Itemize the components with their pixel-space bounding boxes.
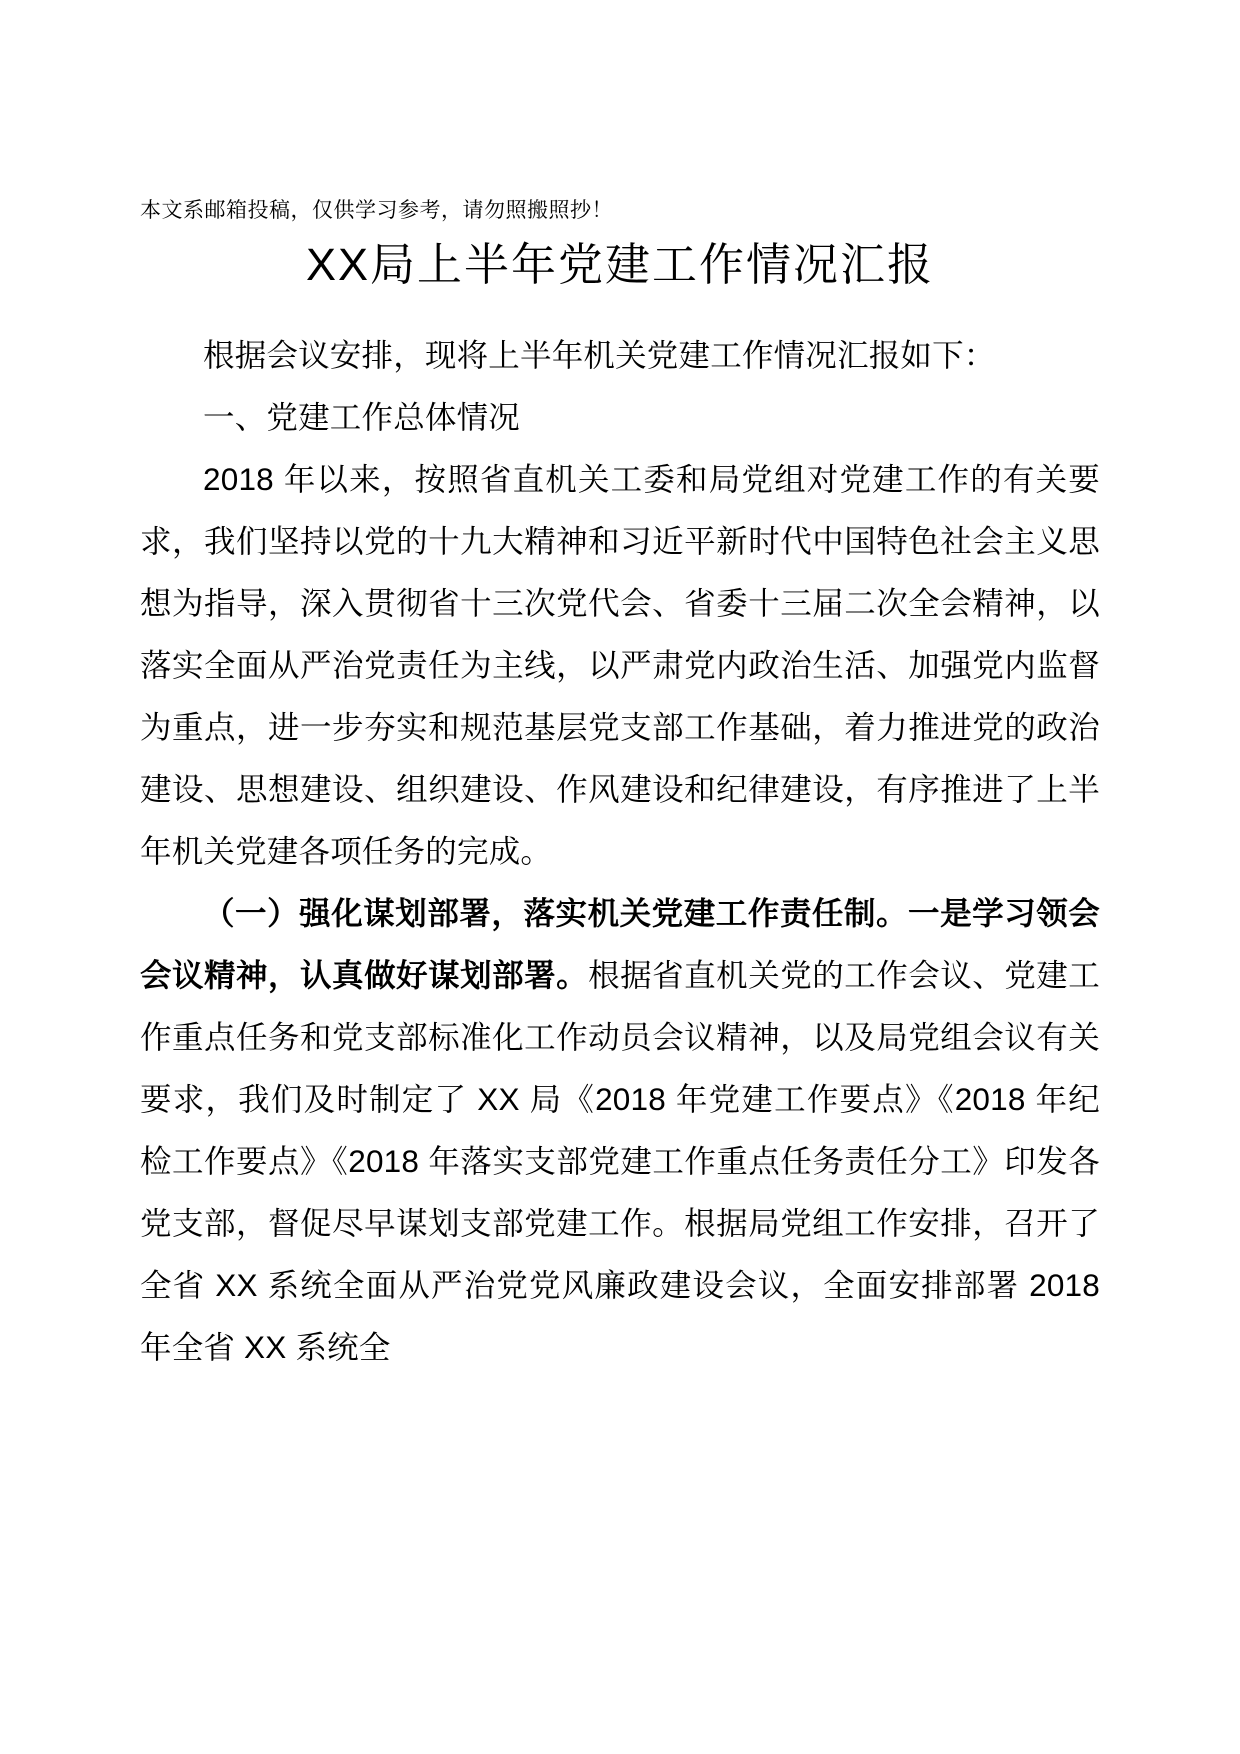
disclaimer-notice: 本文系邮箱投稿，仅供学习参考，请勿照搬照抄！ bbox=[140, 199, 613, 222]
paragraph-intro: 根据会议安排，现将上半年机关党建工作情况汇报如下： bbox=[203, 337, 996, 374]
section-heading-one: 一、党建工作总体情况 bbox=[203, 399, 521, 436]
subsection-body-text: 根据省直机关党的工作会议、党建工作重点任务和党支部标准化工作动员会议精神，以及局党组会议有关要求，我们及时制定了 XX 局《2018 年党建工作要点》《2018 年纪检工作要点》《2018 年落实支部党建工作重点任务责任分工》印发各党支部，督促尽早谋划支部党建工作。根据局党组工作安排，召开了全省 XX 系统全面从严治党党风廉政建设会议，全面安排部署 2018 年全省 XX 系统全 bbox=[140, 957, 1100, 1366]
paragraph-subsection-one bbox=[140, 882, 1100, 1378]
paragraph-overview-body: 2018 年以来，按照省直机关工委和局党组对党建工作的有关要求，我们坚持以党的十九大精神和习近平新时代中国特色社会主义思想为指导，深入贯彻省十三次党代会、省委十三届二次全会精神，以落实全面从严治党责任为主线，以严肃党内政治生活、加强党内监督为重点，进一步夯实和规范基层党支部工作基础，着力推进党的政治建设、思想建设、组织建设、作风建设和纪律建设，有序推进了上半年机关党建各项任务的完成。 bbox=[140, 461, 1100, 870]
document-title: XX局上半年党建工作情况汇报 bbox=[305, 239, 935, 291]
subsection-bold-lead: （一）强化谋划部署，落实机关党建工作责任制。一是学习领会会议精神，认真做好谋划部署。 bbox=[140, 895, 1100, 994]
